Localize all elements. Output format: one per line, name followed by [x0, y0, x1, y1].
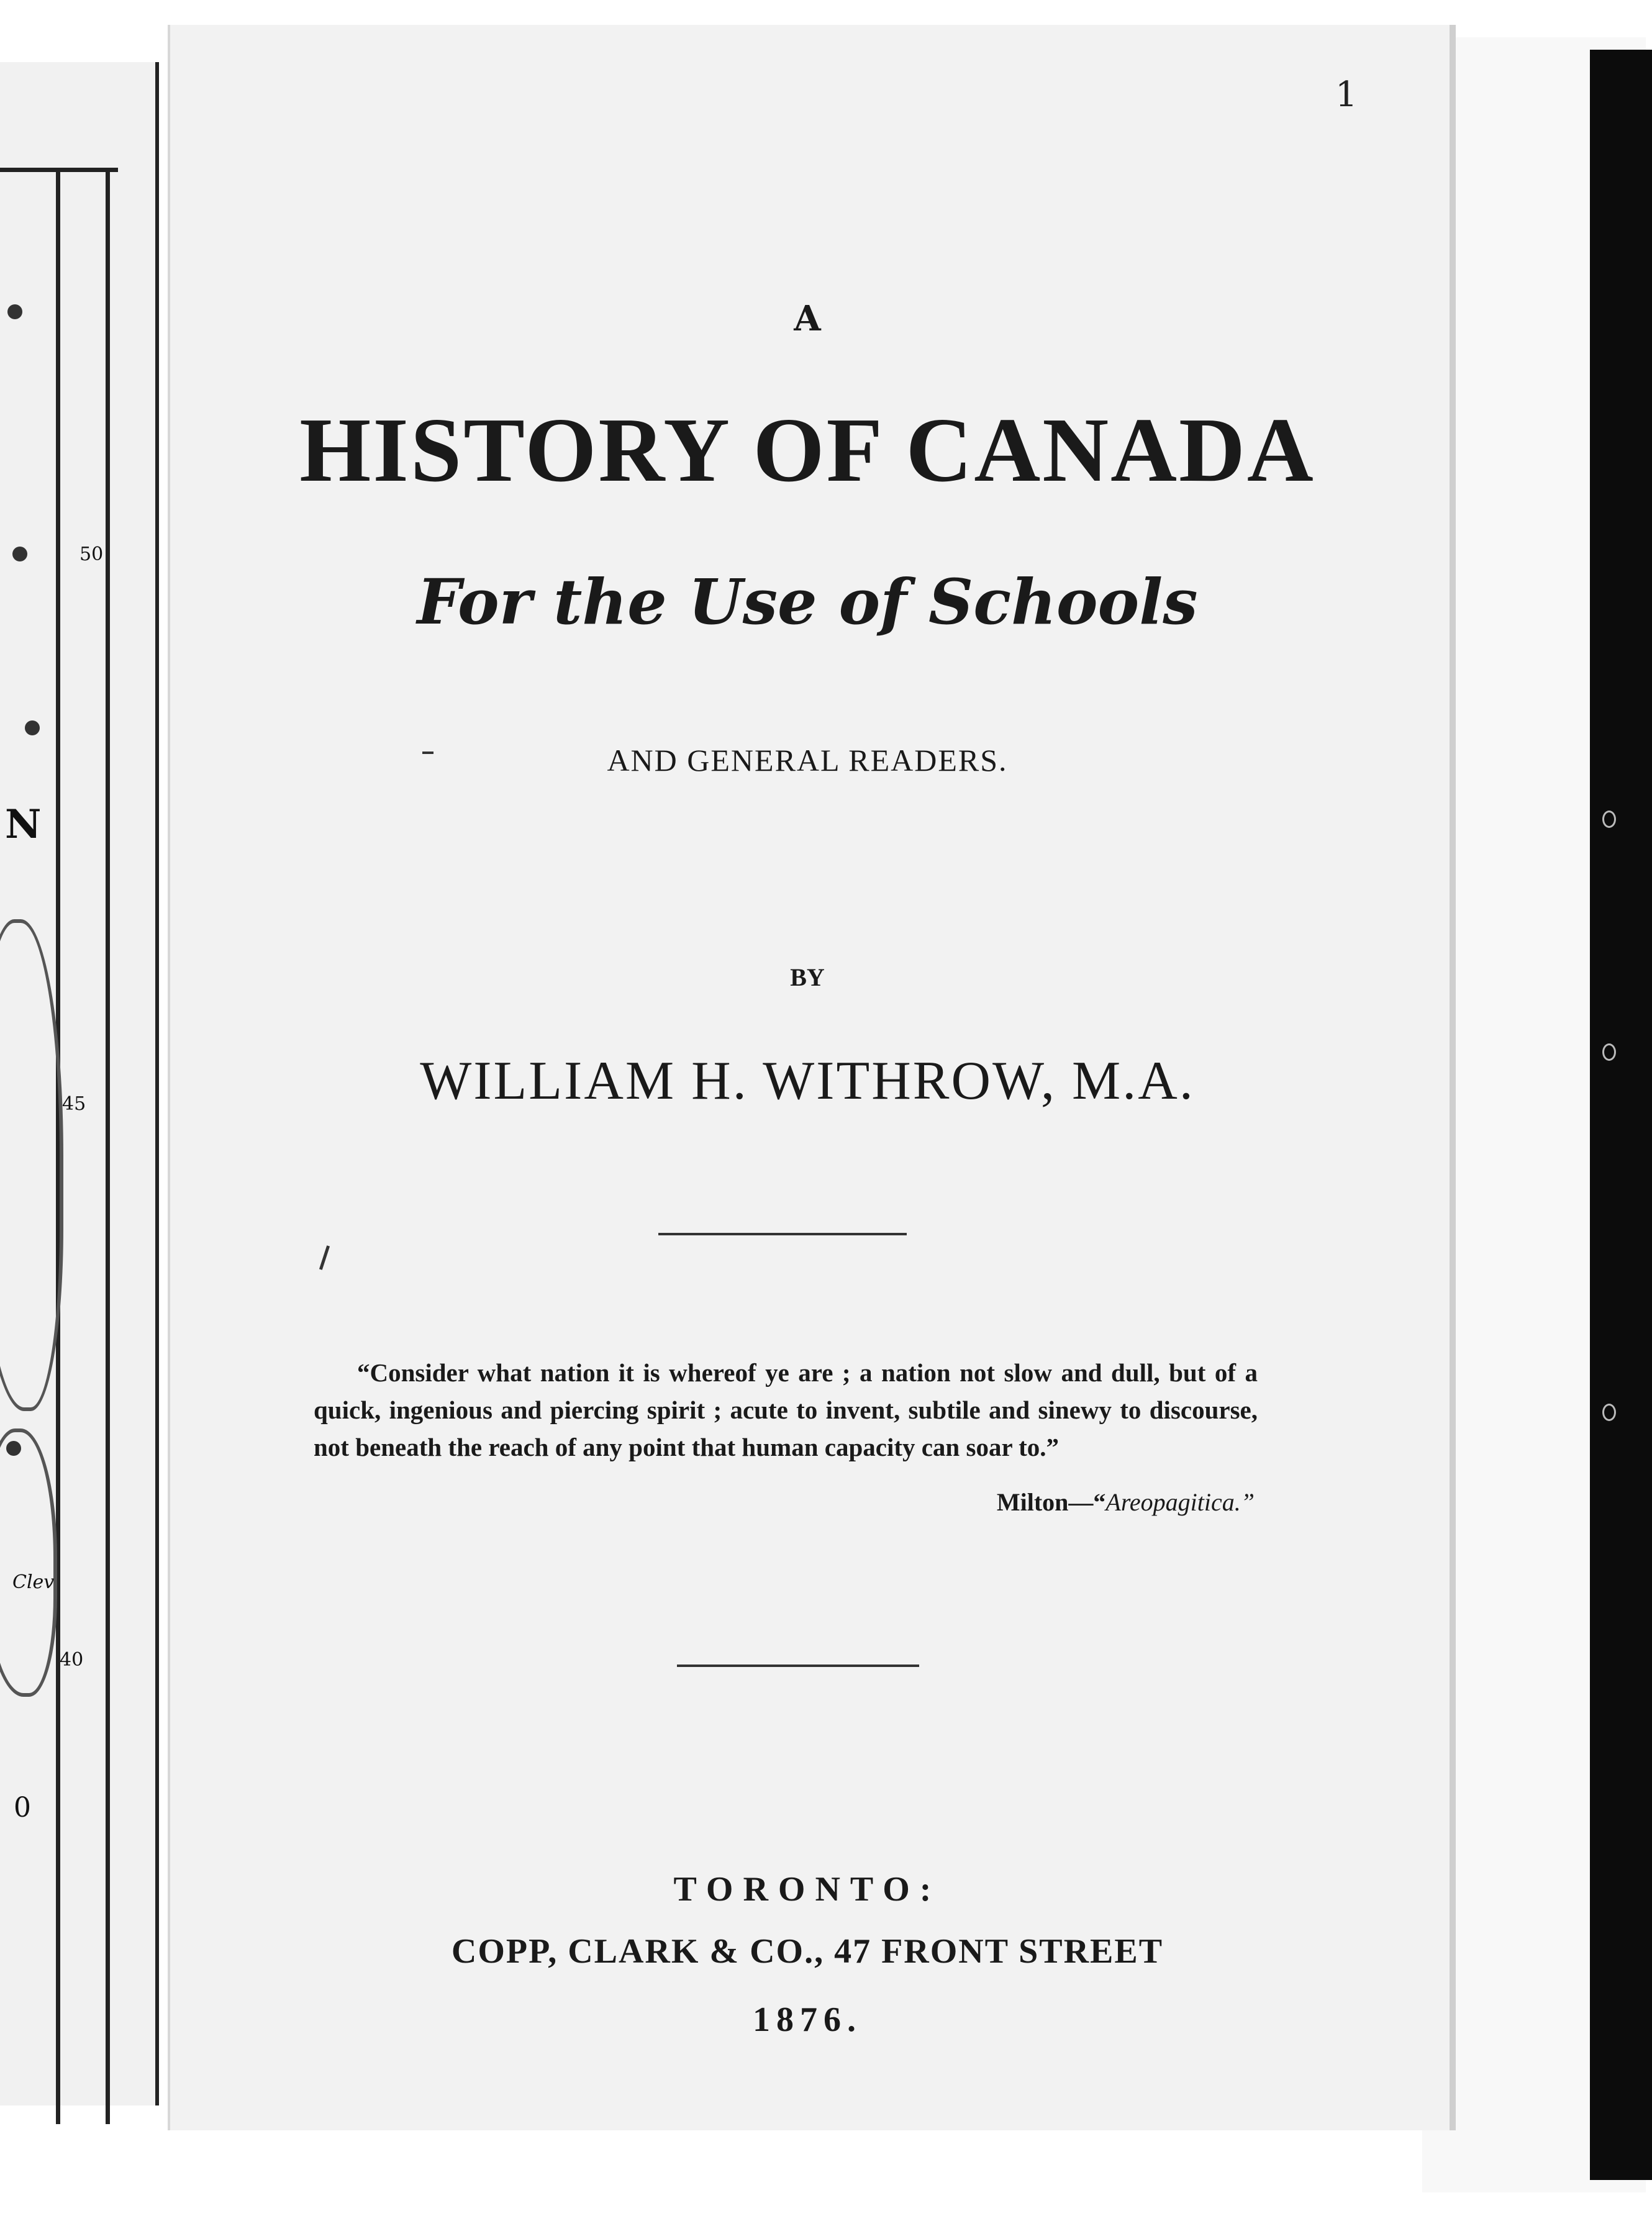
- map-latitude-label: 45: [62, 1093, 86, 1115]
- separator-rule: [677, 1665, 919, 1667]
- map-lake-symbol: [6, 1441, 21, 1456]
- publisher-name: COPP, CLARK & CO., 47 FRONT STREET: [451, 1932, 1164, 1971]
- scan-dark-margin: [1590, 50, 1652, 2180]
- epigraph-work: Areopagitica.”: [1105, 1488, 1255, 1516]
- map-border-top: [0, 168, 118, 172]
- author-name: WILLIAM H. WITHROW, M.A.: [420, 1051, 1195, 1111]
- map-latitude-label: 40: [60, 1649, 84, 1671]
- epigraph-quote: “Consider what nation it is whereof ye are ; a nation not slow and dull, but of a quick, ingenious and piercing spirit ; acute to invent, subtile and sinewy to discourse, not beneath the reach of any point that human capacity can soar to.”: [314, 1358, 1258, 1461]
- scan-speck: [1602, 811, 1616, 828]
- publication-year: 1876.: [753, 2001, 862, 2039]
- publication-place: TORONTO:: [673, 1870, 942, 1909]
- map-coastline: [0, 919, 63, 1411]
- book-subtitle: For the Use of Schools: [417, 565, 1198, 638]
- epigraph-author: Milton—“: [996, 1488, 1106, 1516]
- facing-map-fragment: [0, 62, 159, 2105]
- separator-rule: [658, 1233, 907, 1235]
- title-article: A: [794, 298, 821, 339]
- map-lake-symbol: [25, 720, 40, 735]
- map-coastline-south: [0, 1428, 57, 1697]
- map-latitude-label: 50: [79, 543, 104, 565]
- scan-speck: [1602, 1043, 1616, 1061]
- scan-speck: [1602, 1404, 1616, 1421]
- map-place-label: Clev: [12, 1571, 55, 1593]
- book-title: HISTORY OF CANADA: [299, 399, 1315, 501]
- byline-label: BY: [790, 963, 825, 991]
- map-place-label: N: [5, 801, 42, 848]
- scan-mark: [422, 752, 433, 754]
- epigraph-attribution: [745, 1487, 1255, 1517]
- book-subtitle-continued: AND GENERAL READERS.: [607, 743, 1008, 778]
- page-mark: 1: [1335, 75, 1358, 115]
- map-lake-symbol: [7, 304, 22, 319]
- map-place-label: 0: [14, 1792, 31, 1824]
- map-lake-symbol: [12, 547, 27, 561]
- map-border-inner: [106, 168, 110, 2124]
